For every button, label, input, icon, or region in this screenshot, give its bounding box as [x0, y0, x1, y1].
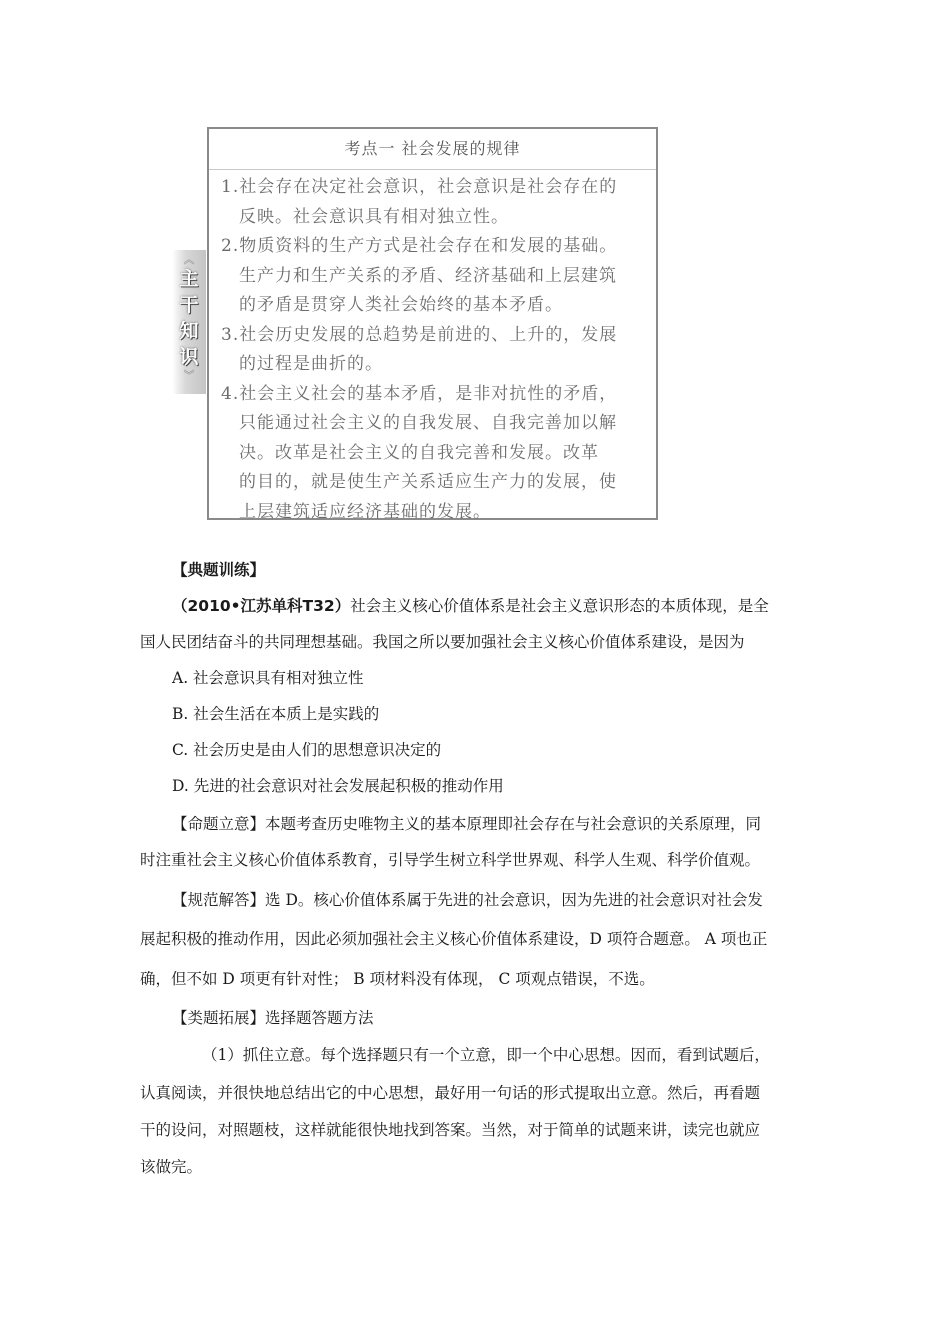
knowledge-box: [207, 127, 658, 520]
intent-label: 【命题立意】: [172, 815, 266, 833]
option-c: C. 社会历史是由人们的思想意识决定的: [172, 741, 442, 759]
knowledge-line: 2.物质资料的生产方式是社会存在和发展的基础。: [221, 236, 618, 256]
answer-text-1: 选 D。核心价值体系属于先进的社会意识，因为先进的社会意识对社会发: [265, 891, 763, 909]
knowledge-line: 的过程是曲折的。: [239, 354, 383, 374]
intent-line-1: [172, 812, 761, 834]
knowledge-line: 的矛盾是贯穿人类社会始终的基本矛盾。: [239, 295, 563, 315]
side-label-char: 知: [179, 320, 199, 342]
extension-text-2: 认真阅读，并很快地总结出它的中心思想，最好用一句话的形式提取出立意。然后，再看题: [140, 1084, 761, 1102]
knowledge-box-title: 考点一 社会发展的规律: [209, 135, 656, 170]
extension-label: 【类题拓展】: [172, 1009, 266, 1027]
option-b: B. 社会生活在本质上是实践的: [172, 705, 380, 723]
extension-title: 选择题答题方法: [265, 1009, 374, 1027]
chevron-up-icon: ︽: [183, 253, 195, 266]
knowledge-line: 反映。社会意识具有相对独立性。: [239, 206, 509, 227]
side-label-char: 识: [179, 346, 199, 368]
answer-text-2: 展起积极的推动作用，因此必须加强社会主义核心价值体系建设，D 项符合题意。 A 项也正: [140, 930, 768, 948]
question-stem-1: 社会主义核心价值体系是社会主义意识形态的本质体现，是全: [350, 597, 769, 615]
answer-text-3: 确，但不如 D 项更有针对性； B 项材料没有体现， C 项观点错误，不选。: [140, 970, 655, 988]
section-heading: 【典题训练】: [172, 561, 266, 579]
intent-text-2: 时注重社会主义核心价值体系教育，引导学生树立科学世界观、科学人生观、科学价值观。: [140, 851, 761, 869]
extension-line-title: [172, 1006, 374, 1028]
option-d: D. 先进的社会意识对社会发展起积极的推动作用: [172, 777, 504, 795]
knowledge-line: 上层建筑适应经济基础的发展。: [239, 501, 491, 522]
extension-text-1: （1）抓住立意。每个选择题只有一个立意，即一个中心思想。因而，看到试题后，: [202, 1046, 770, 1064]
knowledge-line: 生产力和生产关系的矛盾、经济基础和上层建筑: [239, 265, 617, 286]
answer-label: 【规范解答】: [172, 891, 266, 909]
question-line-1: [172, 594, 769, 616]
knowledge-box-body: [221, 173, 646, 527]
knowledge-line: 4.社会主义社会的基本矛盾，是非对抗性的矛盾，: [221, 383, 618, 404]
side-tab-main-knowledge: [172, 250, 206, 394]
side-label-char: 干: [179, 294, 199, 316]
knowledge-line: 3.社会历史发展的总趋势是前进的、上升的，发展: [221, 324, 618, 345]
knowledge-line: 1.社会存在决定社会意识，社会意识是社会存在的: [221, 177, 618, 197]
knowledge-line: 决。改革是社会主义的自我完善和发展。改革: [239, 442, 599, 463]
question-stem-2: 国人民团结奋斗的共同理想基础。我国之所以要加强社会主义核心价值体系建设，是因为: [140, 633, 745, 651]
chevron-down-icon: ︾: [183, 369, 195, 382]
knowledge-line: 只能通过社会主义的自我发展、自我完善加以解: [239, 413, 617, 433]
answer-line-1: [172, 888, 763, 910]
side-label-char: 主: [179, 268, 199, 290]
extension-text-3: 干的设问，对照题枝，这样就能很快地找到答案。当然，对于简单的试题来讲，读完也就应: [140, 1121, 761, 1139]
knowledge-line: 的目的，就是使生产关系适应生产力的发展，使: [239, 472, 617, 492]
extension-text-4: 该做完。: [140, 1158, 203, 1176]
intent-text-1: 本题考查历史唯物主义的基本原理即社会存在与社会意识的关系原理，同: [265, 815, 762, 833]
option-a: A. 社会意识具有相对独立性: [172, 669, 364, 687]
question-source: （2010•江苏单科T32）: [172, 597, 351, 615]
